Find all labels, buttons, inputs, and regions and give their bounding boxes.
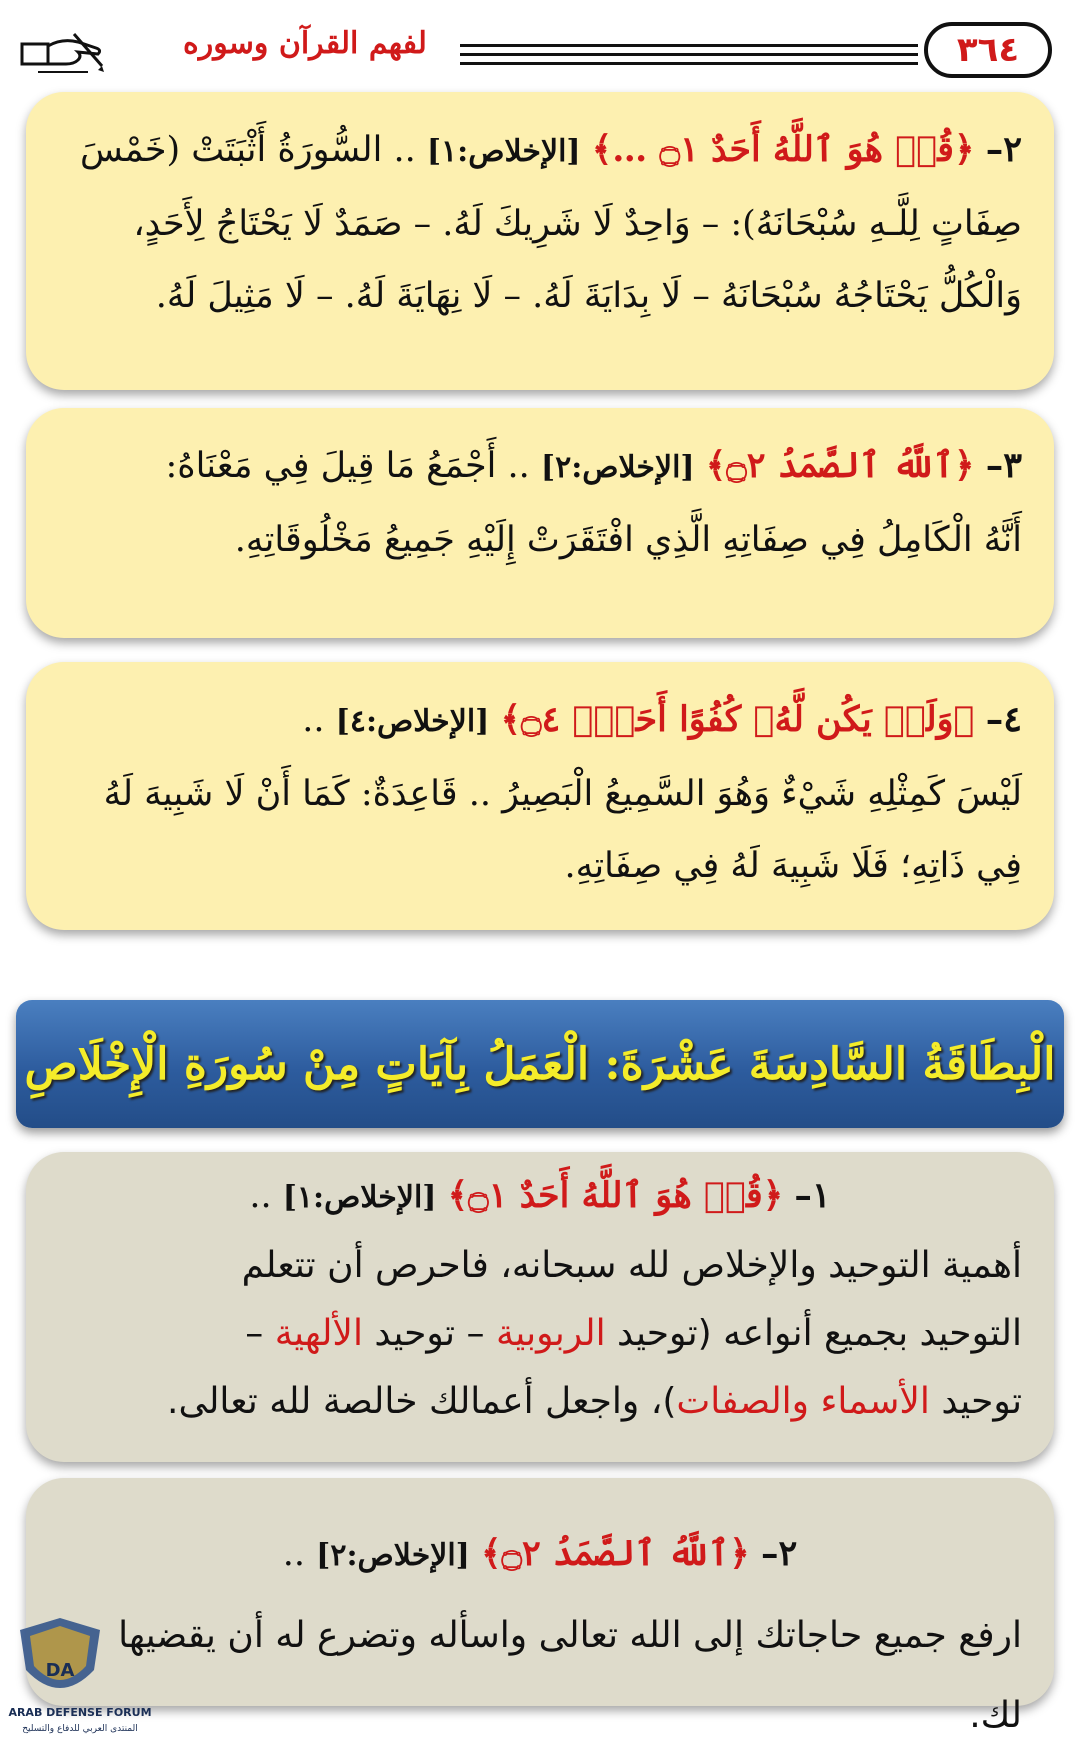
ayah-text: ﴿وَلَمۡ يَكُن لَّهُۥ كُفُوًا أَحَدُۢ ۝٤﴾ (500, 699, 975, 740)
svg-text:DA: DA (45, 1660, 75, 1681)
page-number: ٣٦٤ (924, 22, 1052, 78)
explanation-text: لَيْسَ كَمِثْلِهِ شَيْءٌ وَهُوَ السَّمِيعُ الْبَصِيرُ .. قَاعِدَةٌ: كَمَا أَنْ لَا شَبِيهَ لَهُ (103, 774, 1022, 814)
item-number: ٣– (985, 445, 1022, 486)
ayah-reference: [الإخلاص:٢] (540, 450, 695, 485)
writing-hand-icon (18, 26, 106, 78)
action-text: أهمية التوحيد والإخلاص لله سبحانه، فاحرص أن تتعلم (241, 1245, 1022, 1286)
card-line (58, 1514, 1022, 1596)
book-title: لفهم القرآن وسوره (183, 26, 427, 61)
explanation-text: .. (249, 1176, 272, 1216)
item-number: ١– (794, 1175, 831, 1216)
svg-text:المنتدى العربي للدفاع والتسليح: المنتدى العربي للدفاع والتسليح (22, 1724, 138, 1734)
shield-logo-icon (0, 1610, 160, 1739)
action-text (58, 1368, 1022, 1436)
card-line (58, 1162, 1022, 1232)
ayah-reference: [الإخلاص:١] (426, 134, 581, 169)
tafsir-card-4 (26, 662, 1054, 930)
ayah-reference: [الإخلاص:٢] (316, 1538, 470, 1573)
header-rule (460, 53, 918, 56)
card-line (58, 114, 1022, 188)
highlight-text: الربوبية (495, 1313, 606, 1354)
explanation-text: صِفَاتٍ لِلَّـهِ سُبْحَانَهُ): – وَاحِدٌ لَا شَرِيكَ لَهُ. – صَمَدٌ لَا يَحْتَاجُ لِأَحَدٍ، (133, 204, 1022, 244)
action-text-part: )، واجعل أعمالك خالصة لله تعالى. (167, 1381, 677, 1422)
tafsir-card-2 (26, 92, 1054, 390)
ayah-text: ﴿ٱللَّهُ ٱلصَّمَدُ ۝٢﴾ (481, 1533, 750, 1574)
action-card-1 (26, 1152, 1054, 1462)
explanation-text: أَنَّهُ الْكَامِلُ فِي صِفَاتِهِ الَّذِي افْتَقَرَتْ إِلَيْهِ جَمِيعُ مَخْلُوقَاتِهِ. (234, 520, 1022, 560)
item-number: ٤– (985, 699, 1022, 740)
action-text-part: – توحيد (374, 1313, 485, 1354)
header-rule (460, 44, 918, 47)
ayah-text: ﴿قُلۡ هُوَ ٱللَّهُ أَحَدٌ ۝١﴾ (447, 1175, 784, 1216)
svg-text:ARAB DEFENSE FORUM: ARAB DEFENSE FORUM (8, 1706, 152, 1719)
highlight-text: الألهية (274, 1313, 363, 1354)
card-sixteen-banner: الْبِطَاقَةُ السَّادِسَةَ عَشْرَةَ: الْعَمَلُ بِآيَاتٍ مِنْ سُورَةِ الْإِخْلَاصِ (16, 1000, 1064, 1128)
ayah-reference: [الإخلاص:١] (282, 1180, 437, 1215)
action-text-part: – (245, 1313, 264, 1354)
action-text-part: التوحيد بجميع أنواعه (توحيد (617, 1313, 1022, 1354)
ayah-reference: [الإخلاص:٤] (335, 704, 490, 739)
item-number: ٢– (985, 129, 1022, 170)
forum-watermark (0, 1610, 160, 1739)
explanation-text: وَالْكُلُّ يَحْتَاجُهُ سُبْحَانَهُ – لَا بِدَايَةَ لَهُ. – لَا نِهَايَةَ لَهُ. – لَا مَثِيلَ لَهُ. (155, 276, 1022, 316)
page-header (0, 0, 1080, 100)
action-text (58, 1300, 1022, 1368)
header-rule (460, 62, 918, 65)
action-text-block (58, 1232, 1022, 1436)
ayah-text: ﴿قُلۡ هُوَ ٱللَّهُ أَحَدٌ ۝١ …﴾ (591, 129, 975, 170)
item-number: ٢– (760, 1533, 798, 1574)
card-line (58, 430, 1022, 504)
explanation-text: .. (282, 1534, 305, 1574)
explanation-text: .. السُّورَةُ أَثْبَتَتْ (خَمْسَ (80, 130, 416, 170)
explanation-text: فِي ذَاتِهِ؛ فَلَا شَبِيهَ لَهُ فِي صِفَاتِهِ. (564, 846, 1022, 886)
explanation-text: .. أَجْمَعُ مَا قِيلَ فِي مَعْنَاهُ: (165, 446, 530, 486)
explanation-text: .. (302, 700, 325, 740)
action-text: ارفع جميع حاجاتك إلى الله تعالى واسأله وتضرع له أن يقضيها لك. (118, 1615, 1022, 1736)
tafsir-card-3 (26, 408, 1054, 638)
ayah-text: ﴿ٱللَّهُ ٱلصَّمَدُ ۝٢﴾ (705, 445, 975, 486)
action-text-part: توحيد (941, 1381, 1022, 1422)
highlight-text: الأسماء والصفات (676, 1381, 930, 1422)
card-line (58, 684, 1022, 758)
